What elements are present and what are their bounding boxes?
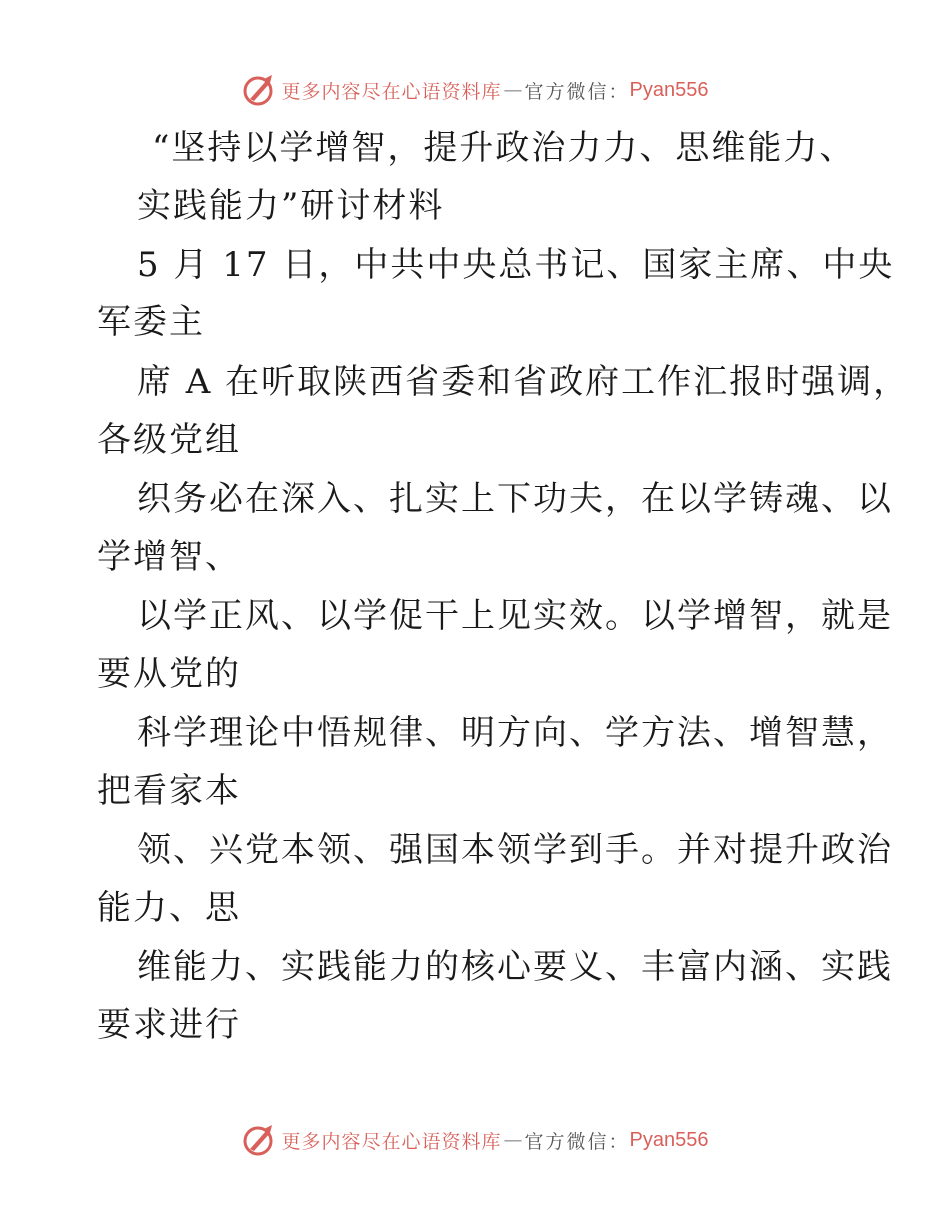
paragraph-line: 要求进行 xyxy=(97,1005,241,1045)
paragraph-line: 织务必在深入、扎实上下功夫，在以学铸魂、以 xyxy=(137,479,893,519)
watermark-wechat-id: Pyan556 xyxy=(629,78,709,101)
paragraph-line: 5 月 17 日，中共中央总书记、国家主席、中央 xyxy=(137,245,895,285)
watermark-separator: — xyxy=(503,1129,523,1151)
watermark-wechat-label: 官方微信： xyxy=(524,80,630,103)
paragraph-line: 把看家本 xyxy=(97,771,241,811)
paragraph-line: 维能力、实践能力的核心要义、丰富内涵、实践 xyxy=(137,947,893,987)
watermark-brand: 更多内容尽在心语资料库 xyxy=(281,80,502,103)
quill-logo-icon xyxy=(242,1123,276,1157)
paragraph-line: 领、兴党本领、强国本领学到手。并对提升政治 xyxy=(137,830,893,870)
footer-watermark xyxy=(0,1120,950,1160)
paragraph-line: 科学理论中悟规律、明方向、学方法、增智慧， xyxy=(137,713,893,753)
paragraph-line: 各级党组 xyxy=(97,420,241,460)
paragraph-line: 席 A 在听取陕西省委和省政府工作汇报时强调， xyxy=(137,362,910,402)
doc-title-line2: 实践能力”研讨材料 xyxy=(137,186,445,226)
watermark-brand: 更多内容尽在心语资料库 xyxy=(281,1130,502,1153)
header-watermark xyxy=(0,70,950,110)
watermark-wechat-label: 官方微信： xyxy=(524,1130,630,1153)
watermark-wechat-id: Pyan556 xyxy=(629,1128,709,1151)
paragraph-line: 以学正风、以学促干上见实效。以学增智，就是 xyxy=(137,596,893,636)
paragraph-line: 学增智、 xyxy=(97,537,241,577)
quill-logo-icon xyxy=(242,73,276,107)
doc-title-line1: “坚持以学增智，提升政治力力、思维能力、 xyxy=(152,128,856,168)
paragraph-line: 要从党的 xyxy=(97,654,241,694)
paragraph-line: 军委主 xyxy=(97,302,205,342)
watermark-separator: — xyxy=(503,79,523,101)
paragraph-line: 能力、思 xyxy=(97,888,241,928)
